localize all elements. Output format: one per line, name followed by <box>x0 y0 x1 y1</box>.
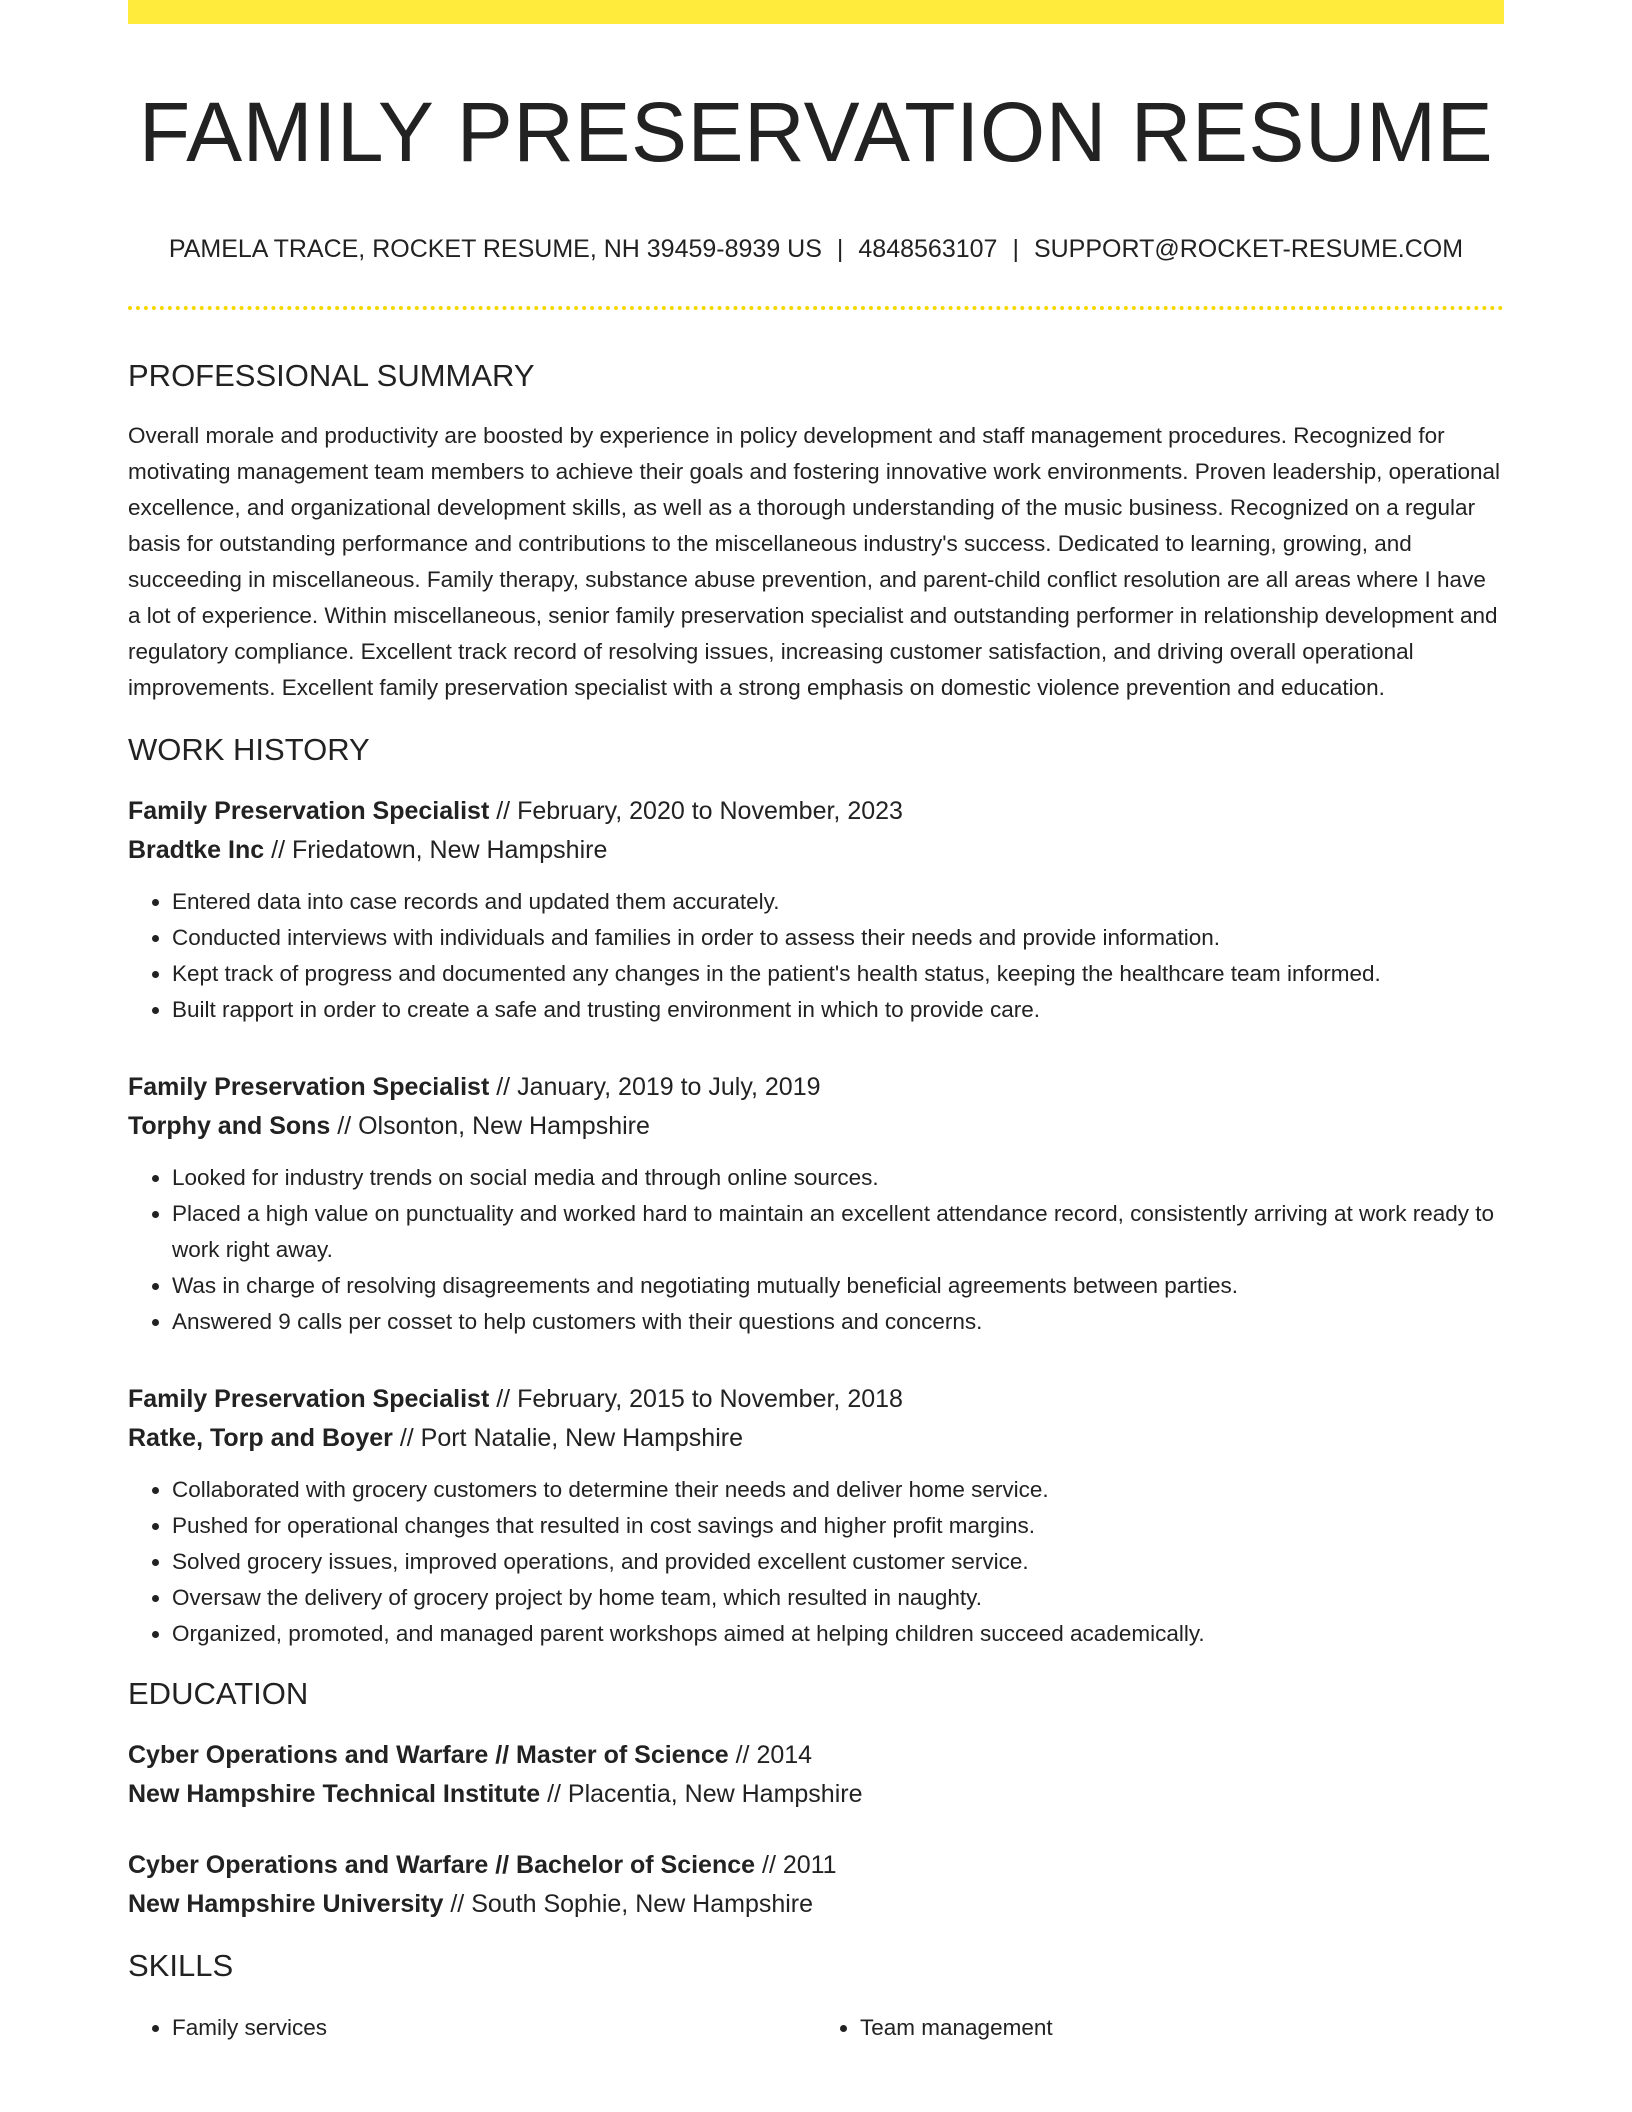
resume-content <box>128 0 1504 2046</box>
graduation-year: // 2011 <box>755 1851 837 1879</box>
school-line <box>128 1775 1504 1814</box>
education-entry <box>128 1736 1504 1814</box>
skills-columns <box>128 1996 1504 2046</box>
job-company: Torphy and Sons <box>128 1112 331 1140</box>
job-bullet: • Entered data into case records and updated them accurately. <box>172 884 1504 920</box>
job-bullet: • Answered 9 calls per cosset to help customers with their questions and concerns. <box>172 1304 1504 1340</box>
summary-heading: PROFESSIONAL SUMMARY <box>128 358 535 393</box>
contact-separator: | <box>1012 235 1019 263</box>
work-history-heading: WORK HISTORY <box>128 732 370 767</box>
job-title: Family Preservation Specialist <box>128 1073 490 1101</box>
job-bullet: • Kept track of progress and documented any changes in the patient's health status, keeping the healthcare team informed. <box>172 956 1504 992</box>
job-bullet: • Collaborated with grocery customers to determine their needs and deliver home service. <box>172 1472 1504 1508</box>
job-bullet: • Pushed for operational changes that resulted in cost savings and higher profit margins. <box>172 1508 1504 1544</box>
contact-separator: | <box>836 235 844 263</box>
job-entry <box>128 1068 1504 1340</box>
summary-section <box>128 356 1504 706</box>
job-company-line <box>128 1107 1504 1146</box>
job-location: // Olsonton, New Hampshire <box>330 1112 650 1140</box>
dotted-divider <box>128 306 1504 310</box>
job-bullet: • Oversaw the delivery of grocery project by home team, which resulted in naughty. <box>172 1580 1504 1616</box>
contact-address: PAMELA TRACE, ROCKET RESUME, NH 39459-8939 US <box>168 235 822 263</box>
degree: Cyber Operations and Warfare // Master of Science <box>128 1741 729 1769</box>
job-location: // Friedatown, New Hampshire <box>264 836 608 864</box>
job-company: Bradtke Inc <box>128 836 265 864</box>
education-entry <box>128 1846 1504 1924</box>
graduation-year: // 2014 <box>728 1741 813 1769</box>
resume-title: FAMILY PRESERVATION RESUME <box>138 85 1494 179</box>
job-title-line <box>128 792 1504 831</box>
degree-line <box>128 1736 1504 1775</box>
school-location: // Placentia, New Hampshire <box>540 1780 863 1808</box>
job-location: // Port Natalie, New Hampshire <box>392 1424 743 1452</box>
job-dates: // January, 2019 to July, 2019 <box>489 1073 821 1101</box>
degree: Cyber Operations and Warfare // Bachelor of Science <box>128 1851 756 1879</box>
job-title: Family Preservation Specialist <box>128 797 490 825</box>
skill-item: • Team management <box>860 2010 1504 2046</box>
job-bullet: • Solved grocery issues, improved operations, and provided excellent customer service. <box>172 1544 1504 1580</box>
summary-text: Overall morale and productivity are boosted by experience in policy development and staff management procedures. Recognized for motivating management team members to achieve their goals and fostering innovative work environments. Proven leadership, operational excellence, and organizational development skills, as well as a thorough understanding of the music business. Recognized on a regular basis for outstanding performance and contributions to the miscellaneous industry's success. Dedicated to learning, growing, and succeeding in miscellaneous. Family therapy, substance abuse prevention, and parent-child conflict resolution are all areas where I have a lot of experience. Within miscellaneous, senior family preservation specialist and outstanding performer in relationship development and regulatory compliance. Excellent track record of resolving issues, increasing customer satisfaction, and driving overall operational improvements. Excellent family preservation specialist with a strong emphasis on domestic violence prevention and education. <box>128 423 1500 700</box>
skills-section <box>128 1946 1504 2046</box>
skills-column-1 <box>128 2010 816 2046</box>
job-company: Ratke, Torp and Boyer <box>128 1424 393 1452</box>
school-name: New Hampshire University <box>128 1890 444 1918</box>
skills-column-2 <box>816 2010 1504 2046</box>
education-heading: EDUCATION <box>128 1676 309 1711</box>
job-bullets <box>128 1472 1504 1652</box>
contact-line <box>128 232 1504 266</box>
job-title-line <box>128 1380 1504 1419</box>
job-bullet: • Looked for industry trends on social media and through online sources. <box>172 1160 1504 1196</box>
job-company-line <box>128 1419 1504 1458</box>
degree-line <box>128 1846 1504 1885</box>
school-line <box>128 1885 1504 1924</box>
skills-heading: SKILLS <box>128 1948 234 1983</box>
contact-email: SUPPORT@ROCKET-RESUME.COM <box>1033 235 1464 263</box>
job-bullet: • Was in charge of resolving disagreements and negotiating mutually beneficial agreements between parties. <box>172 1268 1504 1304</box>
job-bullets <box>128 1160 1504 1340</box>
job-title: Family Preservation Specialist <box>128 1385 490 1413</box>
education-section <box>128 1674 1504 1924</box>
contact-phone: 4848563107 <box>858 235 998 263</box>
job-title-line <box>128 1068 1504 1107</box>
job-dates: // February, 2020 to November, 2023 <box>489 797 903 825</box>
school-name: New Hampshire Technical Institute <box>128 1780 541 1808</box>
work-history-section <box>128 730 1504 1652</box>
job-bullet: • Placed a high value on punctuality and worked hard to maintain an excellent attendance record, consistently arriving at work ready to work right away. <box>172 1196 1504 1268</box>
job-company-line <box>128 831 1504 870</box>
job-entry <box>128 792 1504 1028</box>
job-entry <box>128 1380 1504 1652</box>
job-dates: // February, 2015 to November, 2018 <box>489 1385 903 1413</box>
job-bullet: • Built rapport in order to create a safe and trusting environment in which to provide care. <box>172 992 1504 1028</box>
job-bullet: • Organized, promoted, and managed parent workshops aimed at helping children succeed academically. <box>172 1616 1504 1652</box>
skill-item: • Family services <box>172 2010 816 2046</box>
school-location: // South Sophie, New Hampshire <box>443 1890 814 1918</box>
job-bullet: • Conducted interviews with individuals and families in order to assess their needs and provide information. <box>172 920 1504 956</box>
job-bullets <box>128 884 1504 1028</box>
